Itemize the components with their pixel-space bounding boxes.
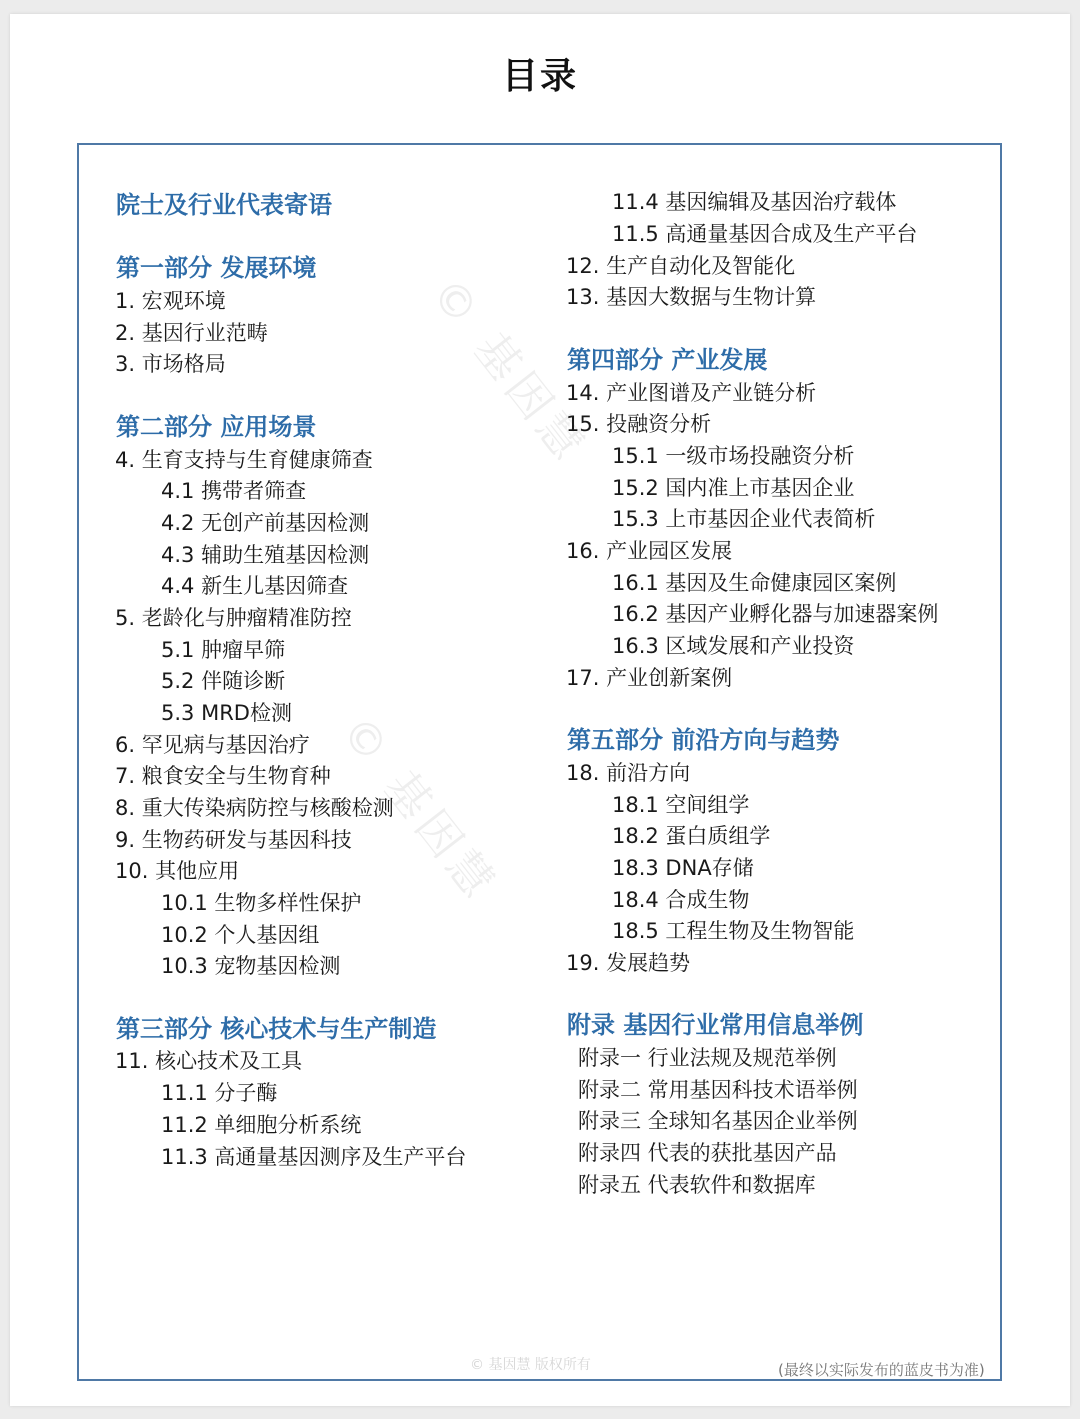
disclaimer-note: (最终以实际发布的蓝皮书为准) (778, 1361, 985, 1379)
toc-subitem[interactable]: 18.4 合成生物 (612, 888, 750, 912)
toc-subitem[interactable]: 10.2 个人基因组 (161, 923, 320, 947)
toc-preface[interactable]: 院士及行业代表寄语 (116, 191, 332, 219)
toc-item[interactable]: 16. 产业园区发展 (566, 539, 733, 563)
copyright-watermark: © 基因慧 版权所有 (470, 1357, 591, 1373)
toc-item[interactable]: 10. 其他应用 (115, 859, 240, 883)
toc-item[interactable]: 14. 产业图谱及产业链分析 (566, 381, 817, 405)
toc-item[interactable]: 附录三 全球知名基因企业举例 (578, 1109, 858, 1133)
toc-subitem[interactable]: 16.2 基因产业孵化器与加速器案例 (612, 602, 939, 626)
toc-item[interactable]: 附录一 行业法规及规范举例 (578, 1046, 837, 1070)
toc-subitem[interactable]: 4.1 携带者筛查 (161, 479, 307, 503)
toc-item[interactable]: 1. 宏观环境 (115, 289, 226, 313)
toc-subitem[interactable]: 10.3 宠物基因检测 (161, 954, 341, 978)
toc-item[interactable]: 12. 生产自动化及智能化 (566, 254, 796, 278)
toc-item[interactable]: 4. 生育支持与生育健康筛查 (115, 448, 373, 472)
toc-part1-heading[interactable]: 第一部分 发展环境 (116, 254, 317, 282)
toc-part4-heading[interactable]: 第四部分 产业发展 (567, 346, 768, 374)
toc-subitem[interactable]: 11.1 分子酶 (161, 1081, 278, 1105)
toc-subitem[interactable]: 5.2 伴随诊断 (161, 669, 286, 693)
toc-item[interactable]: 5. 老龄化与肿瘤精准防控 (115, 606, 352, 630)
toc-subitem[interactable]: 15.3 上市基因企业代表简析 (612, 507, 876, 531)
toc-appendix-heading[interactable]: 附录 基因行业常用信息举例 (567, 1011, 864, 1039)
toc-subitem[interactable]: 18.3 DNA存储 (612, 856, 754, 880)
toc-subitem[interactable]: 18.5 工程生物及生物智能 (612, 919, 855, 943)
toc-subitem[interactable]: 4.4 新生儿基因筛查 (161, 574, 349, 598)
toc-subitem[interactable]: 11.3 高通量基因测序及生产平台 (161, 1145, 467, 1169)
toc-subitem[interactable]: 18.1 空间组学 (612, 793, 750, 817)
toc-item[interactable]: 3. 市场格局 (115, 352, 226, 376)
toc-item[interactable]: 2. 基因行业范畴 (115, 321, 268, 345)
toc-subitem[interactable]: 15.2 国内准上市基因企业 (612, 476, 855, 500)
toc-subitem[interactable]: 15.1 一级市场投融资分析 (612, 444, 855, 468)
toc-part3-heading[interactable]: 第三部分 核心技术与生产制造 (116, 1015, 437, 1043)
toc-subitem[interactable]: 16.3 区域发展和产业投资 (612, 634, 855, 658)
toc-subitem[interactable]: 18.2 蛋白质组学 (612, 824, 771, 848)
toc-item[interactable]: 19. 发展趋势 (566, 951, 691, 975)
toc-item[interactable]: 附录二 常用基因科技术语举例 (578, 1078, 858, 1102)
toc-item[interactable]: 7. 粮食安全与生物育种 (115, 764, 331, 788)
toc-subitem[interactable]: 5.1 肿瘤早筛 (161, 638, 286, 662)
toc-item[interactable]: 13. 基因大数据与生物计算 (566, 285, 817, 309)
toc-subitem[interactable]: 11.2 单细胞分析系统 (161, 1113, 362, 1137)
toc-item[interactable]: 6. 罕见病与基因治疗 (115, 733, 310, 757)
toc-item[interactable]: 18. 前沿方向 (566, 761, 691, 785)
toc-subitem[interactable]: 4.3 辅助生殖基因检测 (161, 543, 370, 567)
toc-item[interactable]: 15. 投融资分析 (566, 412, 712, 436)
toc-part2-heading[interactable]: 第二部分 应用场景 (116, 413, 317, 441)
page-title: 目录 (501, 56, 578, 97)
toc-item[interactable]: 17. 产业创新案例 (566, 666, 733, 690)
toc-subitem[interactable]: 11.4 基因编辑及基因治疗载体 (612, 190, 897, 214)
toc-item[interactable]: 附录五 代表软件和数据库 (578, 1173, 816, 1197)
toc-item[interactable]: 附录四 代表的获批基因产品 (578, 1141, 837, 1165)
watermark: © 基因慧 (331, 706, 507, 912)
toc-subitem[interactable]: 5.3 MRD检测 (161, 701, 292, 725)
toc-subitem[interactable]: 16.1 基因及生命健康园区案例 (612, 571, 897, 595)
watermark: © 基因慧 (421, 268, 597, 474)
toc-part5-heading[interactable]: 第五部分 前沿方向与趋势 (567, 726, 840, 754)
toc-item[interactable]: 9. 生物药研发与基因科技 (115, 828, 352, 852)
toc-item[interactable]: 8. 重大传染病防控与核酸检测 (115, 796, 394, 820)
toc-subitem[interactable]: 4.2 无创产前基因检测 (161, 511, 370, 535)
toc-item[interactable]: 11. 核心技术及工具 (115, 1049, 303, 1073)
toc-subitem[interactable]: 10.1 生物多样性保护 (161, 891, 362, 915)
toc-subitem[interactable]: 11.5 高通量基因合成及生产平台 (612, 222, 918, 246)
